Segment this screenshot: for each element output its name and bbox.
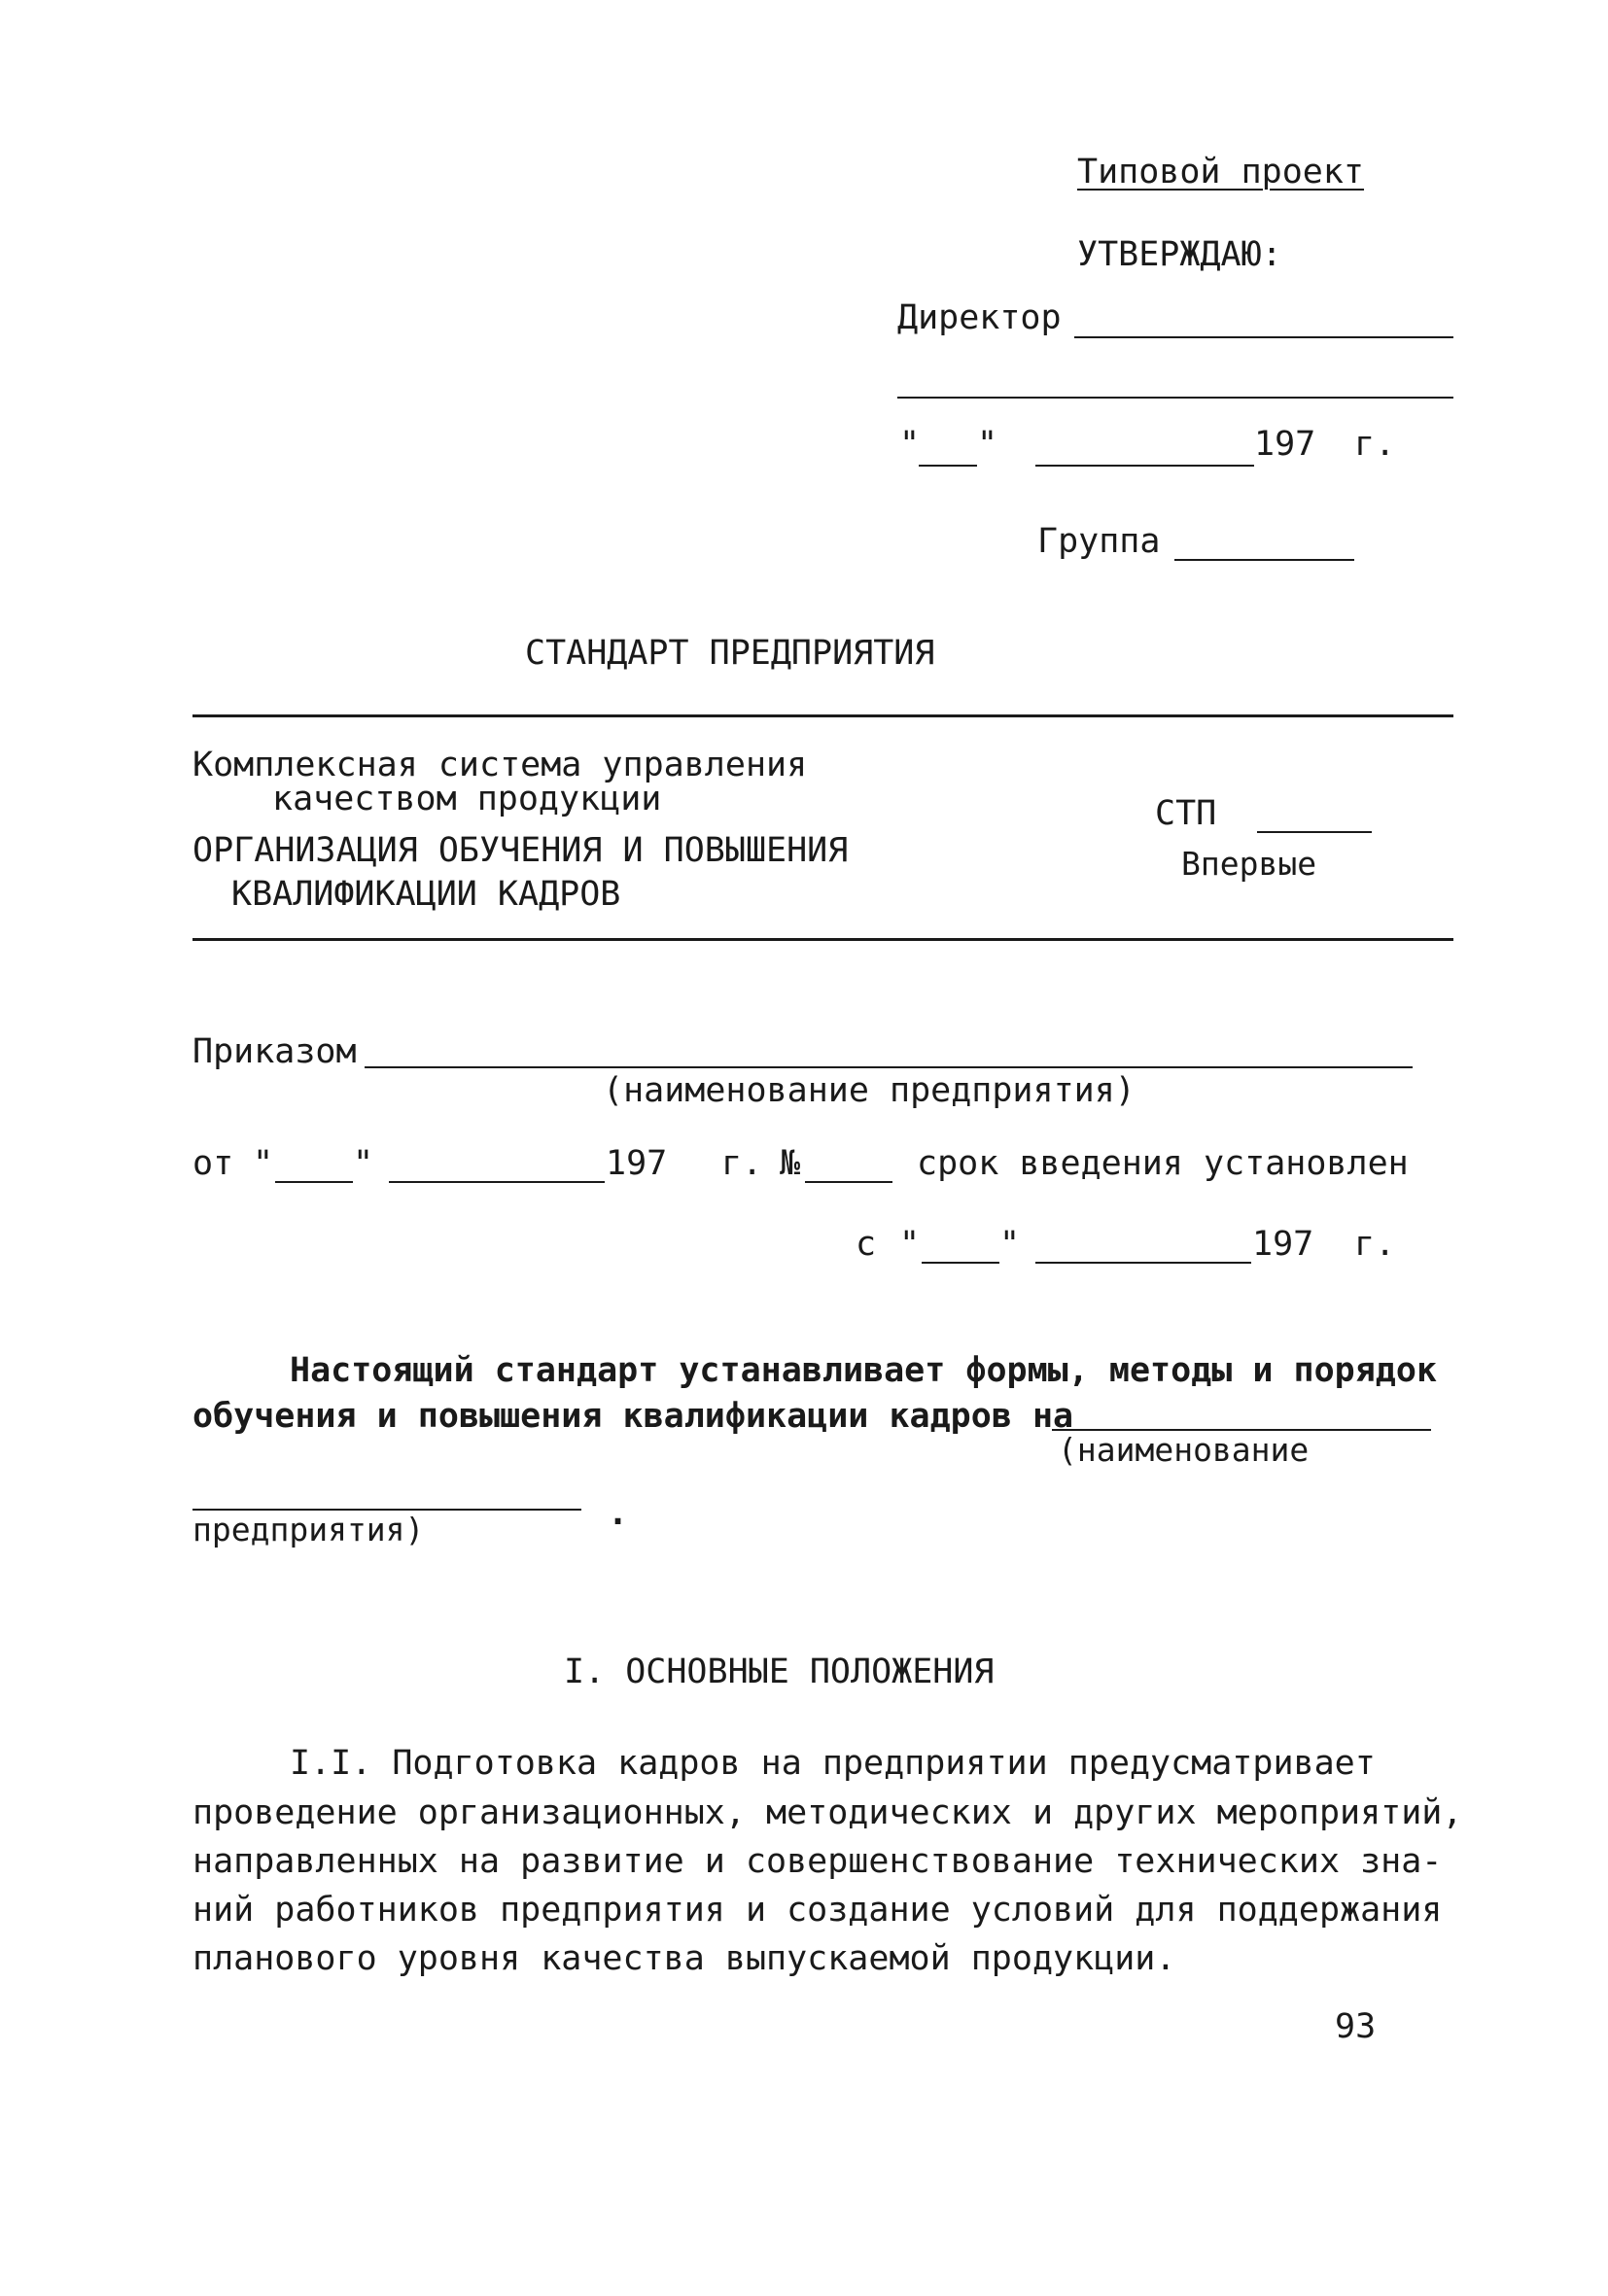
top-rule xyxy=(192,714,1453,717)
order-enterprise-line xyxy=(365,1066,1413,1068)
subject-line1: ОРГАНИЗАЦИЯ ОБУЧЕНИЯ И ПОВЫШЕНИЯ xyxy=(192,831,849,870)
group-line xyxy=(1174,559,1354,561)
system-line1: Комплексная система управления xyxy=(192,746,808,784)
intro-line2: обучения и повышения квалификации кадров на xyxy=(192,1397,1074,1436)
order-label: Приказом xyxy=(192,1032,357,1071)
since-month-line xyxy=(1035,1262,1251,1264)
since-year-prefix: 197 xyxy=(1252,1225,1314,1264)
since-year-suffix: г. xyxy=(1354,1225,1396,1264)
number-sign: № xyxy=(780,1144,801,1183)
term-text: срок введения установлен xyxy=(917,1144,1409,1183)
section-line1: I.I. Подготовка кадров на предприятии предусматривает xyxy=(290,1744,1376,1783)
date-open-quote: " xyxy=(899,425,921,464)
from-label: от xyxy=(192,1144,234,1183)
order-number-line xyxy=(805,1181,892,1183)
section-heading: I. ОСНОВНЫЕ ПОЛОЖЕНИЯ xyxy=(564,1652,995,1691)
director-label: Директор xyxy=(897,298,1062,337)
approve-label: УТВЕРЖДАЮ: xyxy=(1077,235,1282,274)
year-prefix: 197 xyxy=(1254,425,1316,464)
month-line xyxy=(1035,465,1254,467)
page-title: СТАНДАРТ ПРЕДПРИЯТИЯ xyxy=(525,634,935,673)
order-quote-open: " xyxy=(253,1144,274,1183)
director-name-line xyxy=(1074,336,1453,338)
order-year-suffix: г. xyxy=(721,1144,763,1183)
intro-caption-left: предприятия) xyxy=(192,1511,425,1548)
section-line2: проведение организационных, методических и других мероприятий, xyxy=(192,1793,1463,1832)
order-year-prefix: 197 xyxy=(606,1144,668,1183)
page-number: 93 xyxy=(1335,2007,1377,2046)
intro-dot: . xyxy=(608,1494,629,1533)
director-signature-line xyxy=(897,397,1453,399)
section-line3: направленных на развитие и совершенствование технических зна- xyxy=(192,1842,1443,1881)
section-line5: планового уровня качества выпускаемой продукции. xyxy=(192,1939,1176,1978)
since-quote-close: " xyxy=(999,1225,1021,1264)
order-quote-close: " xyxy=(353,1144,374,1183)
group-label: Группа xyxy=(1037,522,1161,561)
intro-caption-right: (наименование xyxy=(1058,1431,1310,1469)
bottom-rule xyxy=(192,938,1453,941)
year-suffix: г. xyxy=(1354,425,1396,464)
code-line xyxy=(1257,831,1372,833)
order-month-line xyxy=(389,1181,605,1183)
system-line2: качеством продукции xyxy=(272,780,662,818)
enterprise-caption: (наименование предприятия) xyxy=(603,1071,1136,1110)
intro-line1: Настоящий стандарт устанавливает формы, методы и порядок xyxy=(290,1351,1438,1390)
since-day-line xyxy=(922,1262,999,1264)
order-day-line xyxy=(275,1181,353,1183)
since-quote-open: " xyxy=(899,1225,921,1264)
day-line xyxy=(919,465,977,467)
subject-line2: КВАЛИФИКАЦИИ КАДРОВ xyxy=(231,875,621,914)
status-text: Впервые xyxy=(1181,845,1317,883)
code-label: СТП xyxy=(1155,794,1217,833)
date-close-quote: " xyxy=(977,425,998,464)
project-label: Типовой проект xyxy=(1077,153,1365,191)
section-line4: ний работников предприятия и создание условий для поддержания xyxy=(192,1891,1443,1930)
since-label: с xyxy=(856,1225,877,1264)
